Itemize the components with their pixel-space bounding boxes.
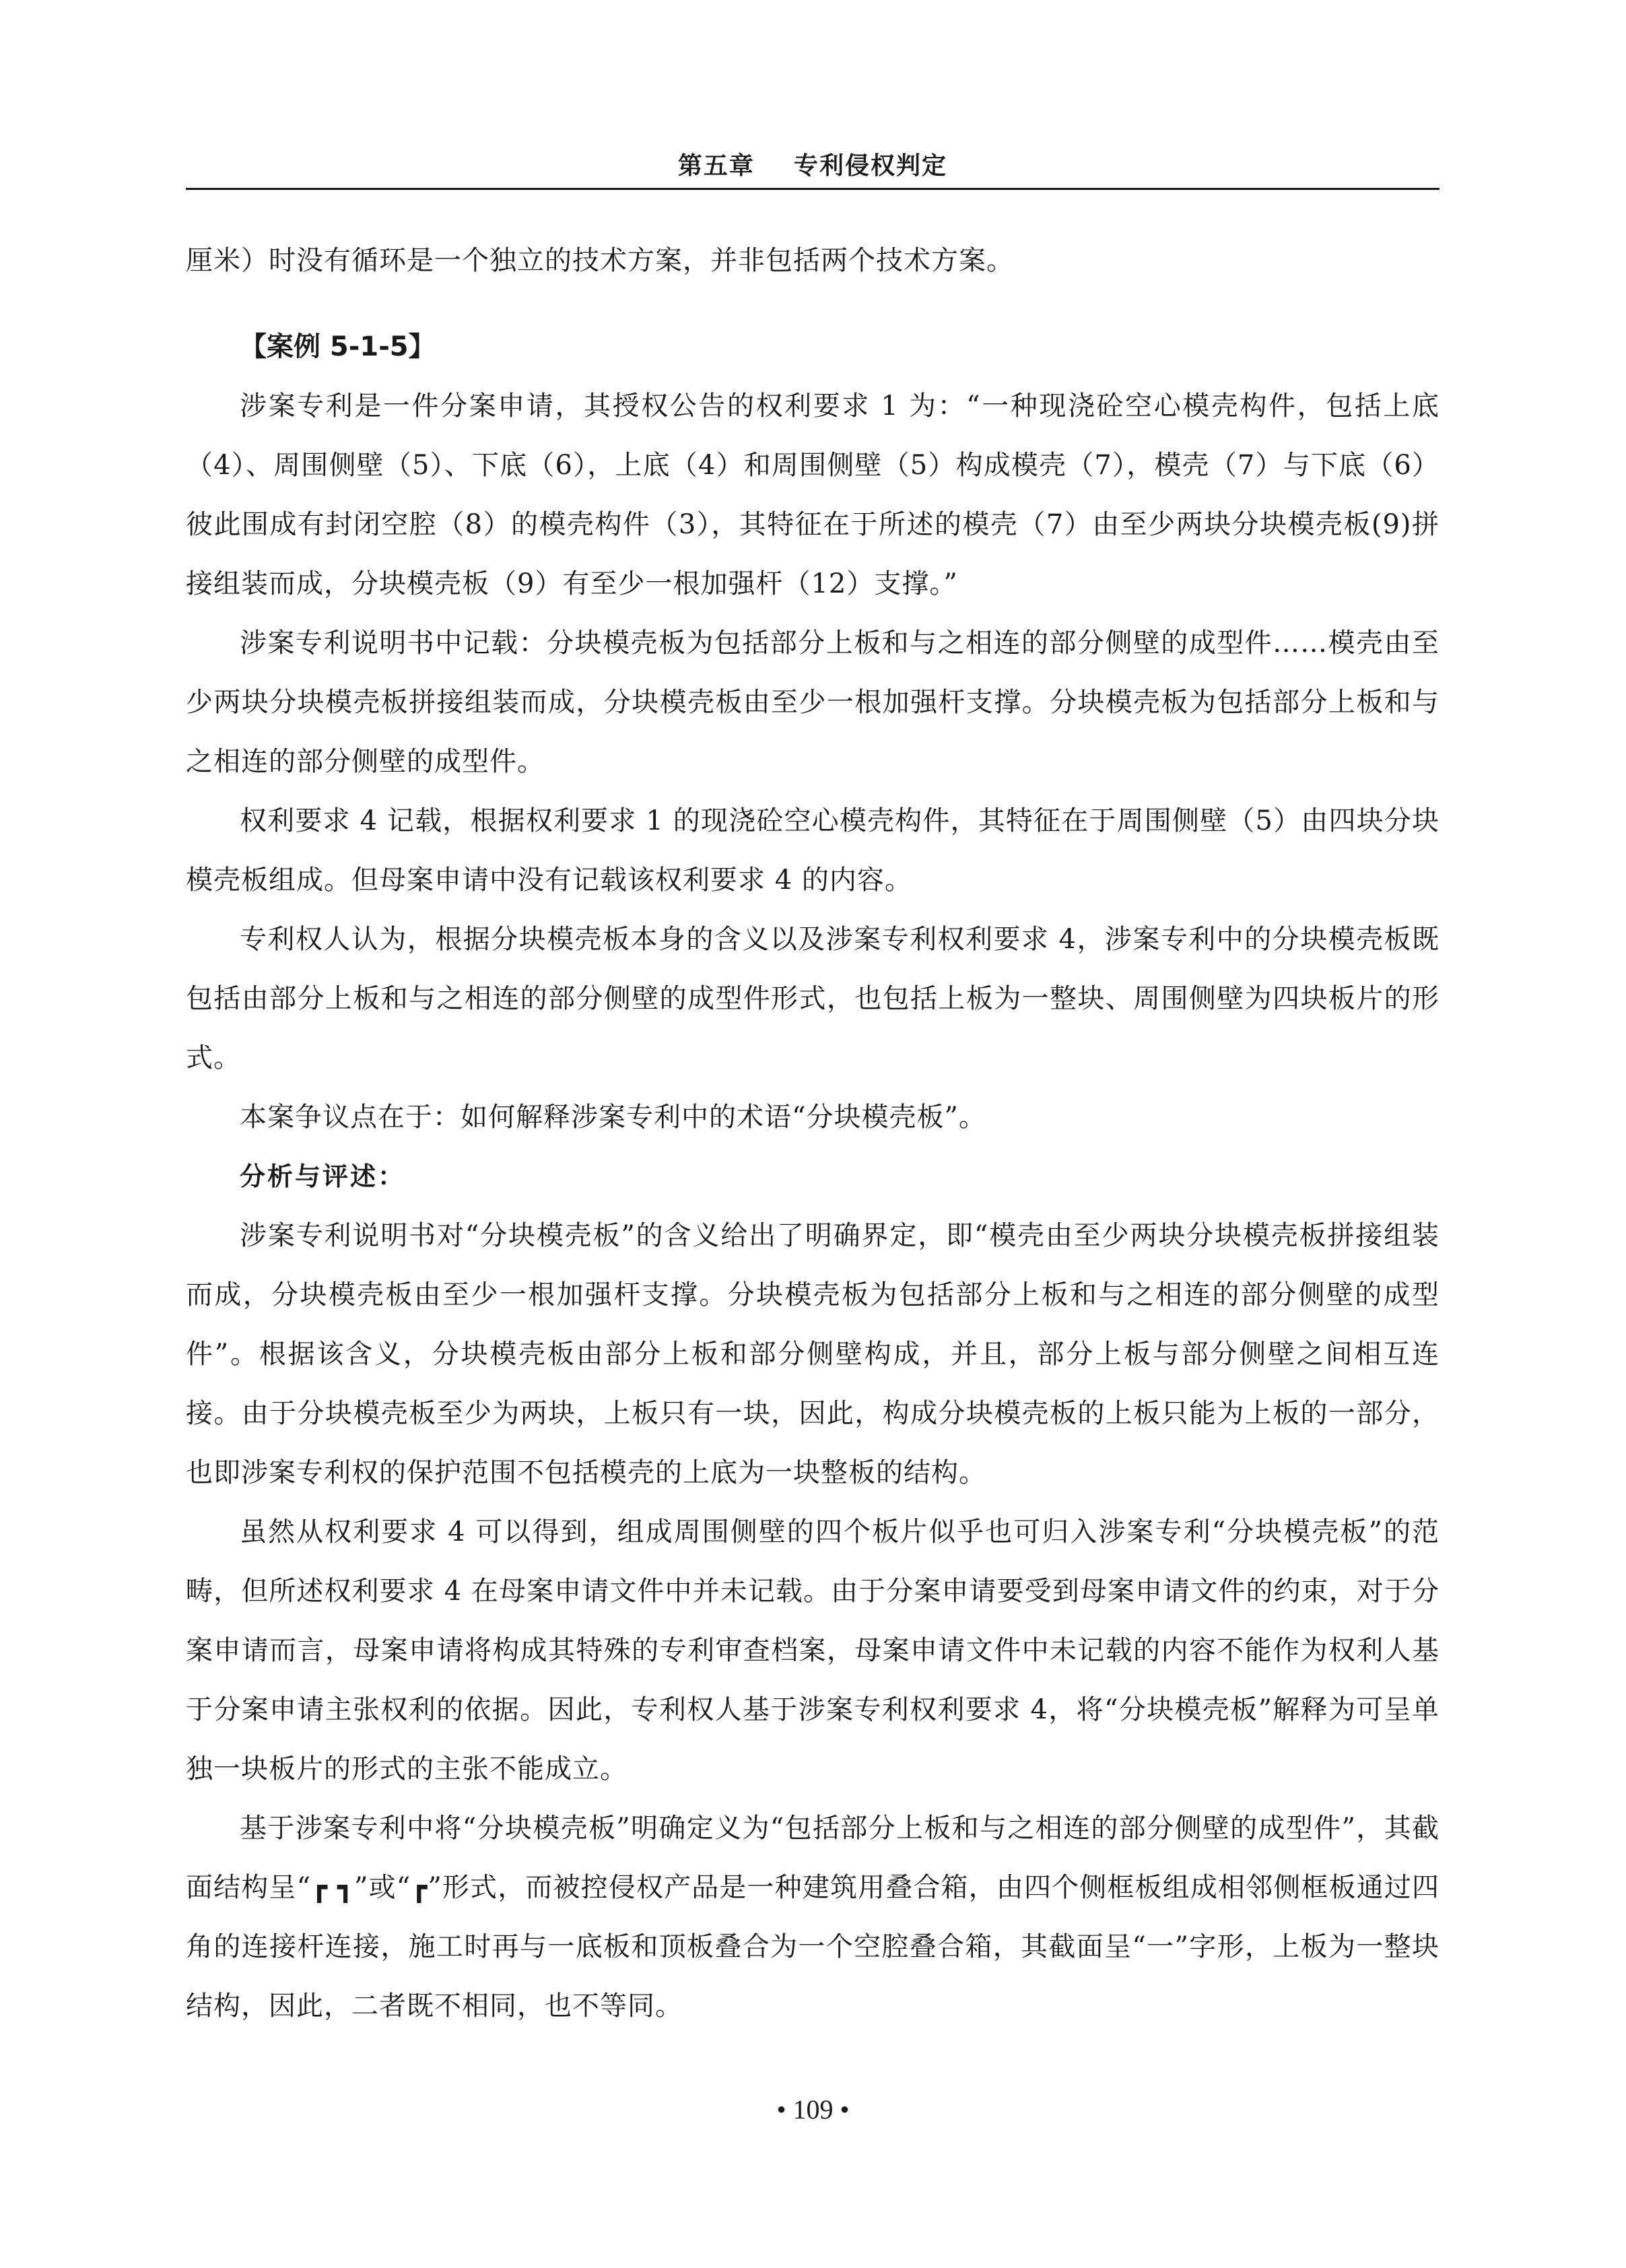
case-heading: 【案例 5-1-5】 (240, 331, 436, 362)
header-rule (186, 188, 1439, 190)
analysis-paragraph-3: 基于涉案专利中将“分块模壳板”明确定义为“包括部分上板和与之相连的部分侧壁的成型件”，其截面结构呈“┏ ┓”或“┏”形式，而被控侵权产品是一种建筑用叠合箱，由四个侧框板组成相邻侧框板通过四角的连接杆连接，施工时再与一底板和顶板叠合为一个空腔叠合箱，其截面呈“一”字形，上板为一整块结构，因此，二者既不相同，也不等同。 (186, 1813, 1439, 2022)
dispute-paragraph: 本案争议点在于：如何解释涉案专利中的术语“分块模壳板”。 (240, 1102, 986, 1133)
body-text (186, 231, 1439, 2036)
analysis-paragraph-1: 涉案专利说明书对“分块模壳板”的含义给出了明确界定，即“模壳由至少两块分块模壳板拼接组装而成，分块模壳板由至少一根加强杆支撑。分块模壳板为包括部分上板和与之相连的部分侧壁的成型件”。根据该含义，分块模壳板由部分上板和部分侧壁构成，并且，部分上板与部分侧壁之间相互连接。由于分块模壳板至少为两块，上板只有一块，因此，构成分块模壳板的上板只能为上板的一部分，也即涉案专利权的保护范围不包括模壳的上底为一块整板的结构。 (186, 1220, 1439, 1488)
patentee-opinion-paragraph: 专利权人认为，根据分块模壳板本身的含义以及涉案专利权利要求 4，涉案专利中的分块模壳板既包括由部分上板和与之相连的部分侧壁的成型件形式，也包括上板为一整块、周围侧壁为四块板片的形式。 (186, 924, 1439, 1073)
continued-paragraph: 厘米）时没有循环是一个独立的技术方案，并非包括两个技术方案。 (186, 245, 1014, 276)
page-number: • 109 • (776, 2094, 850, 2125)
chapter-title: 第五章 专利侵权判定 (677, 152, 948, 180)
analysis-heading: 分析与评述： (240, 1162, 406, 1191)
claim-4-paragraph: 权利要求 4 记载，根据权利要求 1 的现浇砼空心模壳构件，其特征在于周围侧壁（5）由四块分块模壳板组成。但母案申请中没有记载该权利要求 4 的内容。 (186, 805, 1439, 896)
analysis-paragraph-2: 虽然从权利要求 4 可以得到，组成周围侧壁的四个板片似乎也可归入涉案专利“分块模壳板”的范畴，但所述权利要求 4 在母案申请文件中并未记载。由于分案申请要受到母案申请文件的约束，对于分案申请而言，母案申请将构成其特殊的专利审查档案，母案申请文件中未记载的内容不能作为权利人基于分案申请主张权利的依据。因此，专利权人基于涉案专利权利要求 4，将“分块模壳板”解释为可呈单独一块板片的形式的主张不能成立。 (186, 1516, 1439, 1785)
specification-paragraph: 涉案专利说明书中记载：分块模壳板为包括部分上板和与之相连的部分侧壁的成型件……模壳由至少两块分块模壳板拼接组装而成，分块模壳板由至少一根加强杆支撑。分块模壳板为包括部分上板和与之相连的部分侧壁的成型件。 (186, 628, 1439, 777)
claim-1-paragraph: 涉案专利是一件分案申请，其授权公告的权利要求 1 为：“一种现浇砼空心模壳构件，包括上底（4）、周围侧壁（5）、下底（6），上底（4）和周围侧壁（5）构成模壳（7），模壳（7）与下底（6）彼此围成有封闭空腔（8）的模壳构件（3），其特征在于所述的模壳（7）由至少两块分块模壳板(9)拼接组装而成，分块模壳板（9）有至少一根加强杆（12）支撑。” (186, 391, 1439, 599)
running-header (186, 141, 1439, 190)
